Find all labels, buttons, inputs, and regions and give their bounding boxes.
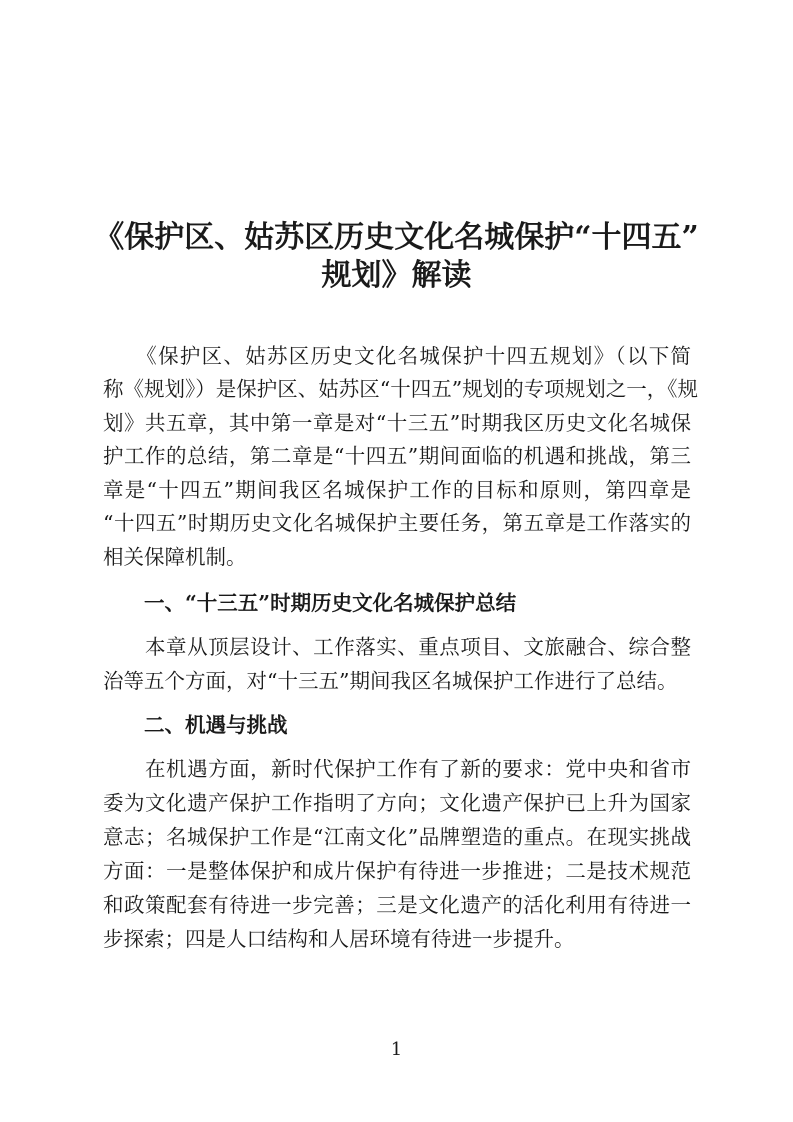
intro-line-2: 称《规划》）是保护区、姑苏区“十四五”规划的专项规划之一，《规 — [103, 377, 698, 401]
section-2-line-3: 意志；名城保护工作是“江南文化”品牌塑造的重点。在现实挑战 — [103, 825, 691, 849]
intro-line-6: “十四五”时期历史文化名城保护主要任务，第五章是工作落实的 — [103, 511, 691, 535]
section-2-line-4: 方面：一是整体保护和成片保护有待进一步推进；二是技术规范 — [103, 859, 691, 883]
section-1-line-2: 治等五个方面，对“十三五”期间我区名城保护工作进行了总结。 — [103, 669, 678, 693]
intro-line-7: 相关保障机制。 — [103, 545, 247, 569]
intro-line-1: 《保护区、姑苏区历史文化名城保护十四五规划》（以下简 — [103, 344, 691, 368]
page-number: 1 — [390, 1039, 403, 1060]
section-1-line-1: 本章从顶层设计、工作落实、重点项目、文旅融合、综合整 — [103, 635, 691, 659]
document-title-line-1: 《保护区、姑苏区历史文化名城保护“十四五” — [94, 220, 699, 255]
intro-line-4: 护工作的总结，第二章是“十四五”期间面临的机遇和挑战，第三 — [103, 444, 691, 468]
intro-line-3: 划》共五章，其中第一章是对“十三五”时期我区历史文化名城保 — [103, 411, 691, 435]
document-title-line-2: 规划》解读 — [321, 258, 472, 293]
section-1-heading: 一、“十三五”时期历史文化名城保护总结 — [103, 591, 517, 615]
section-2-line-1: 在机遇方面，新时代保护工作有了新的要求：党中央和省市 — [103, 757, 691, 781]
section-2-line-5: 和政策配套有待进一步完善；三是文化遗产的活化利用有待进一 — [103, 893, 691, 917]
section-2-line-6: 步探索；四是人口结构和人居环境有待进一步提升。 — [103, 927, 575, 951]
section-2-line-2: 委为文化遗产保护工作指明了方向；文化遗产保护已上升为国家 — [103, 791, 691, 815]
section-2-heading: 二、机遇与挑战 — [103, 713, 288, 737]
intro-line-5: 章是“十四五”期间我区名城保护工作的目标和原则，第四章是 — [103, 478, 691, 502]
